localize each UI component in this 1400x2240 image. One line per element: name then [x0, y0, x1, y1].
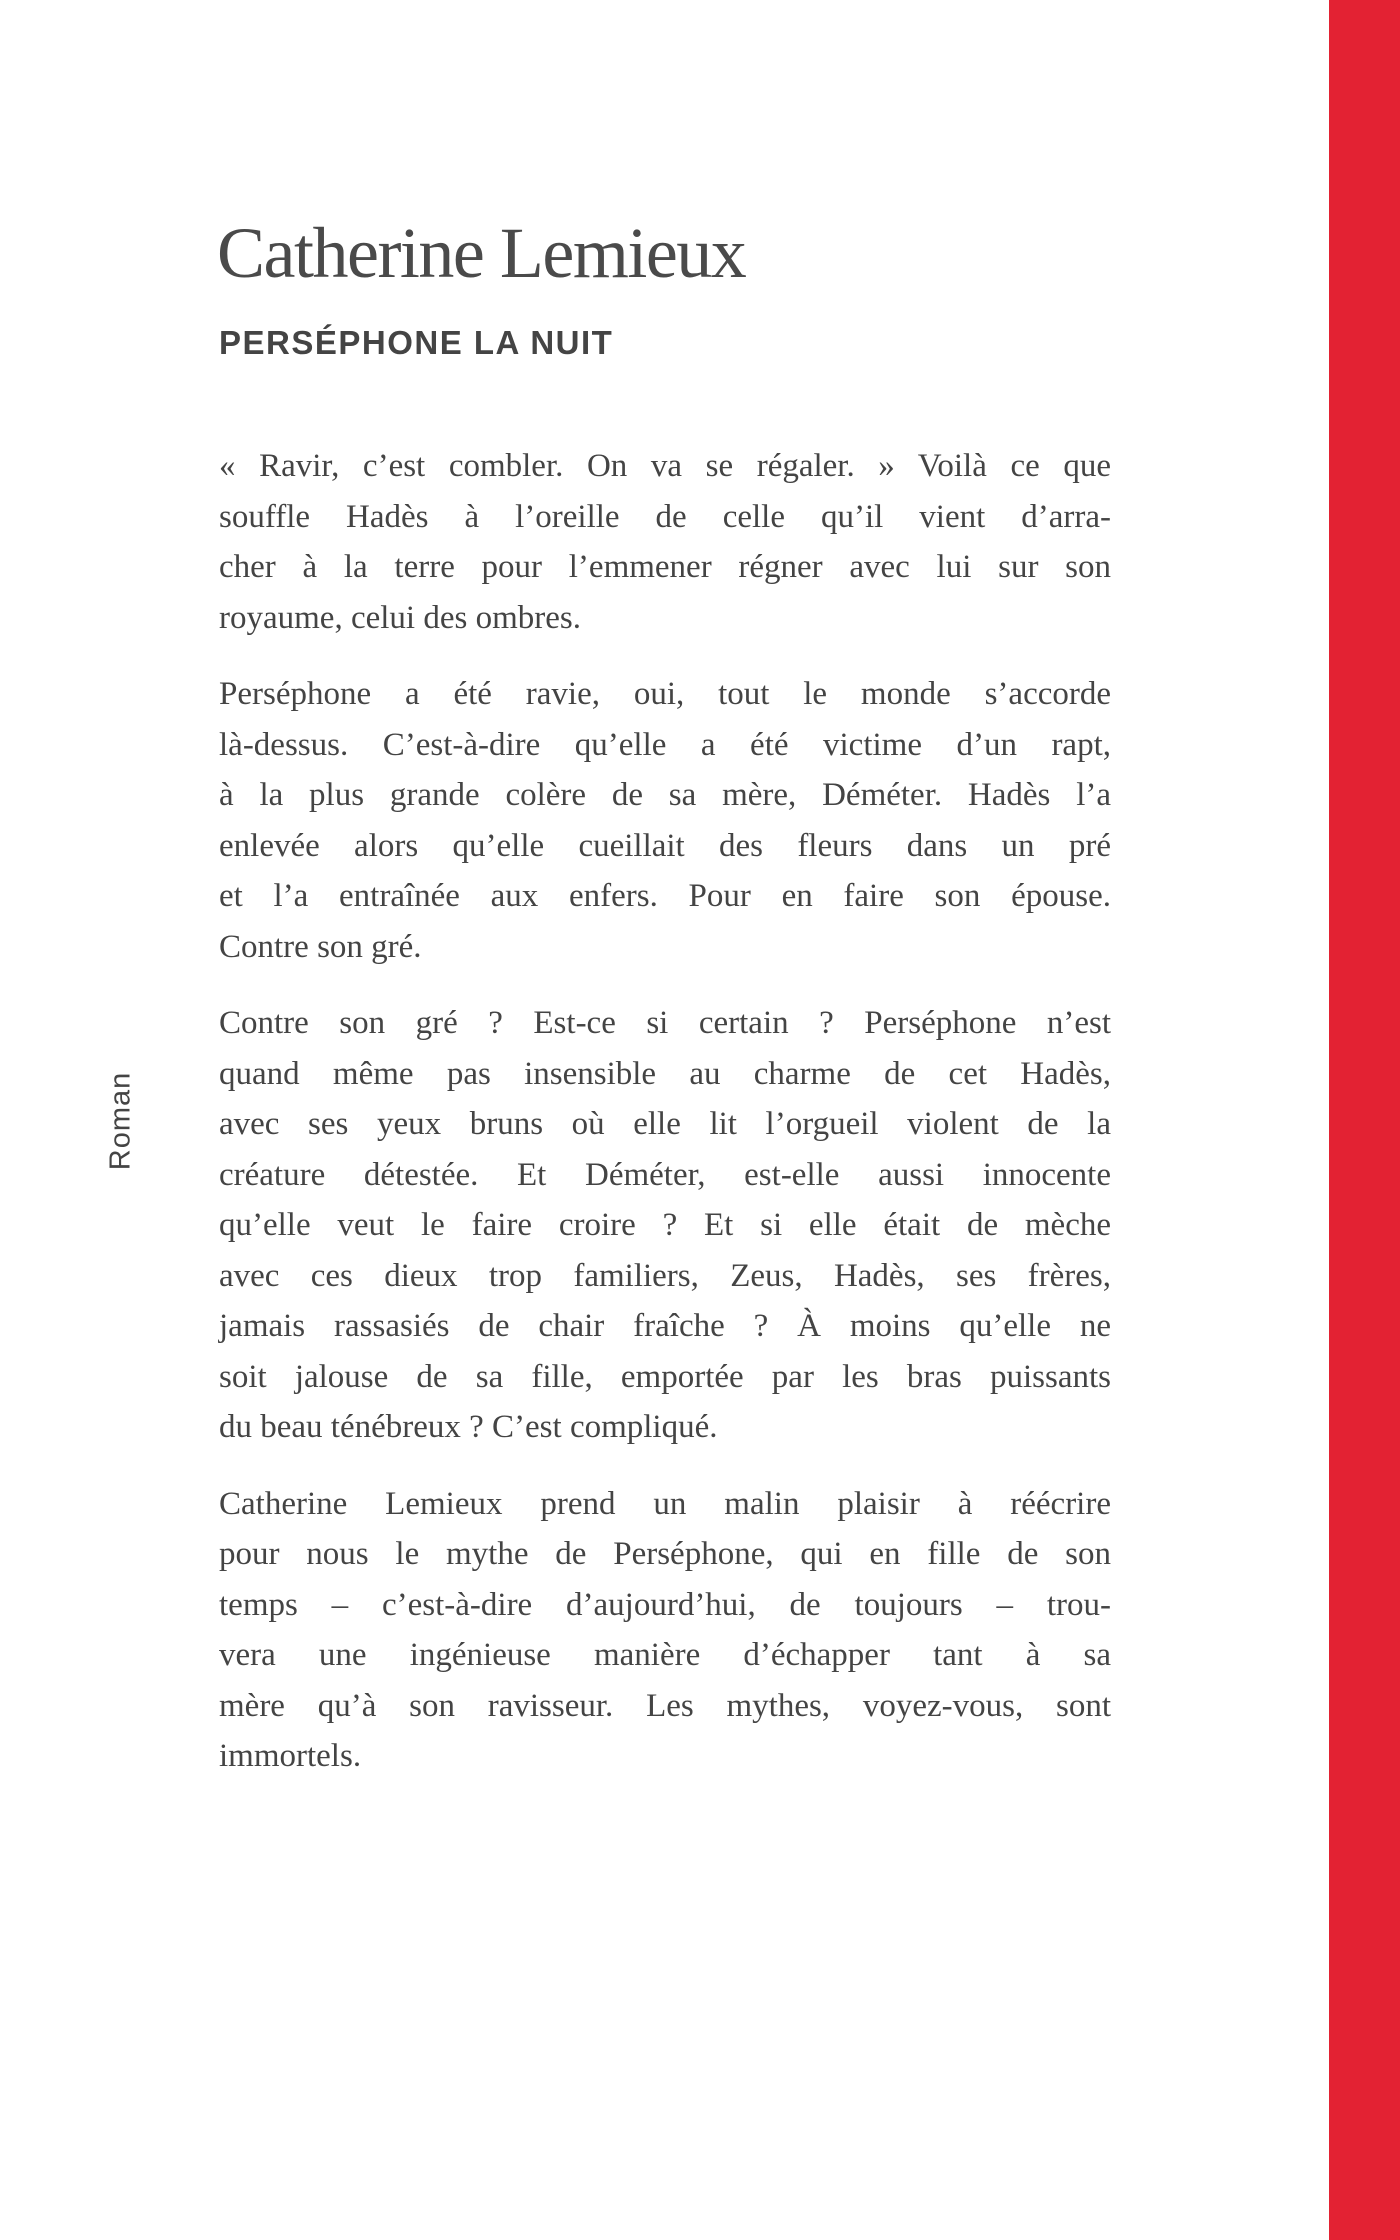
- author-name: Catherine Lemieux: [217, 213, 746, 293]
- text-line: « Ravir, c’est combler. On va se régaler. » Voilà ce que: [219, 448, 1111, 484]
- back-cover-text: [219, 441, 1111, 1808]
- book-title: PERSÉPHONE LA NUIT: [219, 324, 614, 361]
- text-line: à la plus grande colère de sa mère, Déméter. Hadès l’a: [219, 777, 1111, 813]
- text-line: Perséphone a été ravie, oui, tout le monde s’accorde: [219, 676, 1111, 712]
- text-line: Catherine Lemieux prend un malin plaisir à réécrire: [219, 1485, 1111, 1522]
- text-line: immortels.: [219, 1738, 362, 1774]
- paragraph: [219, 669, 1111, 972]
- paragraph: [219, 441, 1111, 643]
- text-line: avec ses yeux bruns où elle lit l’orgueil violent de la: [219, 1106, 1111, 1142]
- text-line: qu’elle veut le faire croire ? Et si elle était de mèche: [219, 1207, 1111, 1243]
- text-line: enlevée alors qu’elle cueillait des fleurs dans un pré: [219, 827, 1111, 864]
- paragraph: [219, 998, 1111, 1453]
- text-line: du beau ténébreux ? C’est compliqué.: [219, 1409, 718, 1445]
- text-line: mère qu’à son ravisseur. Les mythes, voyez-vous, sont: [219, 1687, 1111, 1724]
- text-line: là-dessus. C’est-à-dire qu’elle a été victime d’un rapt,: [219, 726, 1111, 763]
- text-line: Contre son gré.: [219, 928, 422, 965]
- text-line: quand même pas insensible au charme de cet Hadès,: [219, 1055, 1111, 1092]
- text-line: jamais rassasiés de chair fraîche ? À moins qu’elle ne: [219, 1308, 1111, 1344]
- text-line: pour nous le mythe de Perséphone, qui en fille de son: [219, 1536, 1111, 1572]
- text-line: temps – c’est-à-dire d’aujourd’hui, de toujours – trou-: [219, 1586, 1111, 1623]
- text-line: souffle Hadès à l’oreille de celle qu’il vient d’arra-: [219, 498, 1111, 535]
- text-line: créature détestée. Et Déméter, est-elle aussi innocente: [219, 1156, 1111, 1193]
- text-line: royaume, celui des ombres.: [219, 599, 581, 636]
- text-line: Contre son gré ? Est-ce si certain ? Perséphone n’est: [219, 1005, 1111, 1041]
- text-line: avec ces dieux trop familiers, Zeus, Hadès, ses frères,: [219, 1257, 1111, 1294]
- red-spine-bar: [1329, 0, 1400, 2240]
- paragraph: [219, 1479, 1111, 1782]
- text-line: vera une ingénieuse manière d’échapper tant à sa: [219, 1637, 1111, 1673]
- text-line: soit jalouse de sa fille, emportée par les bras puissants: [219, 1358, 1111, 1395]
- text-line: cher à la terre pour l’emmener régner avec lui sur son: [219, 549, 1111, 585]
- genre-label: Roman: [104, 1071, 137, 1171]
- text-line: et l’a entraînée aux enfers. Pour en faire son épouse.: [219, 878, 1111, 914]
